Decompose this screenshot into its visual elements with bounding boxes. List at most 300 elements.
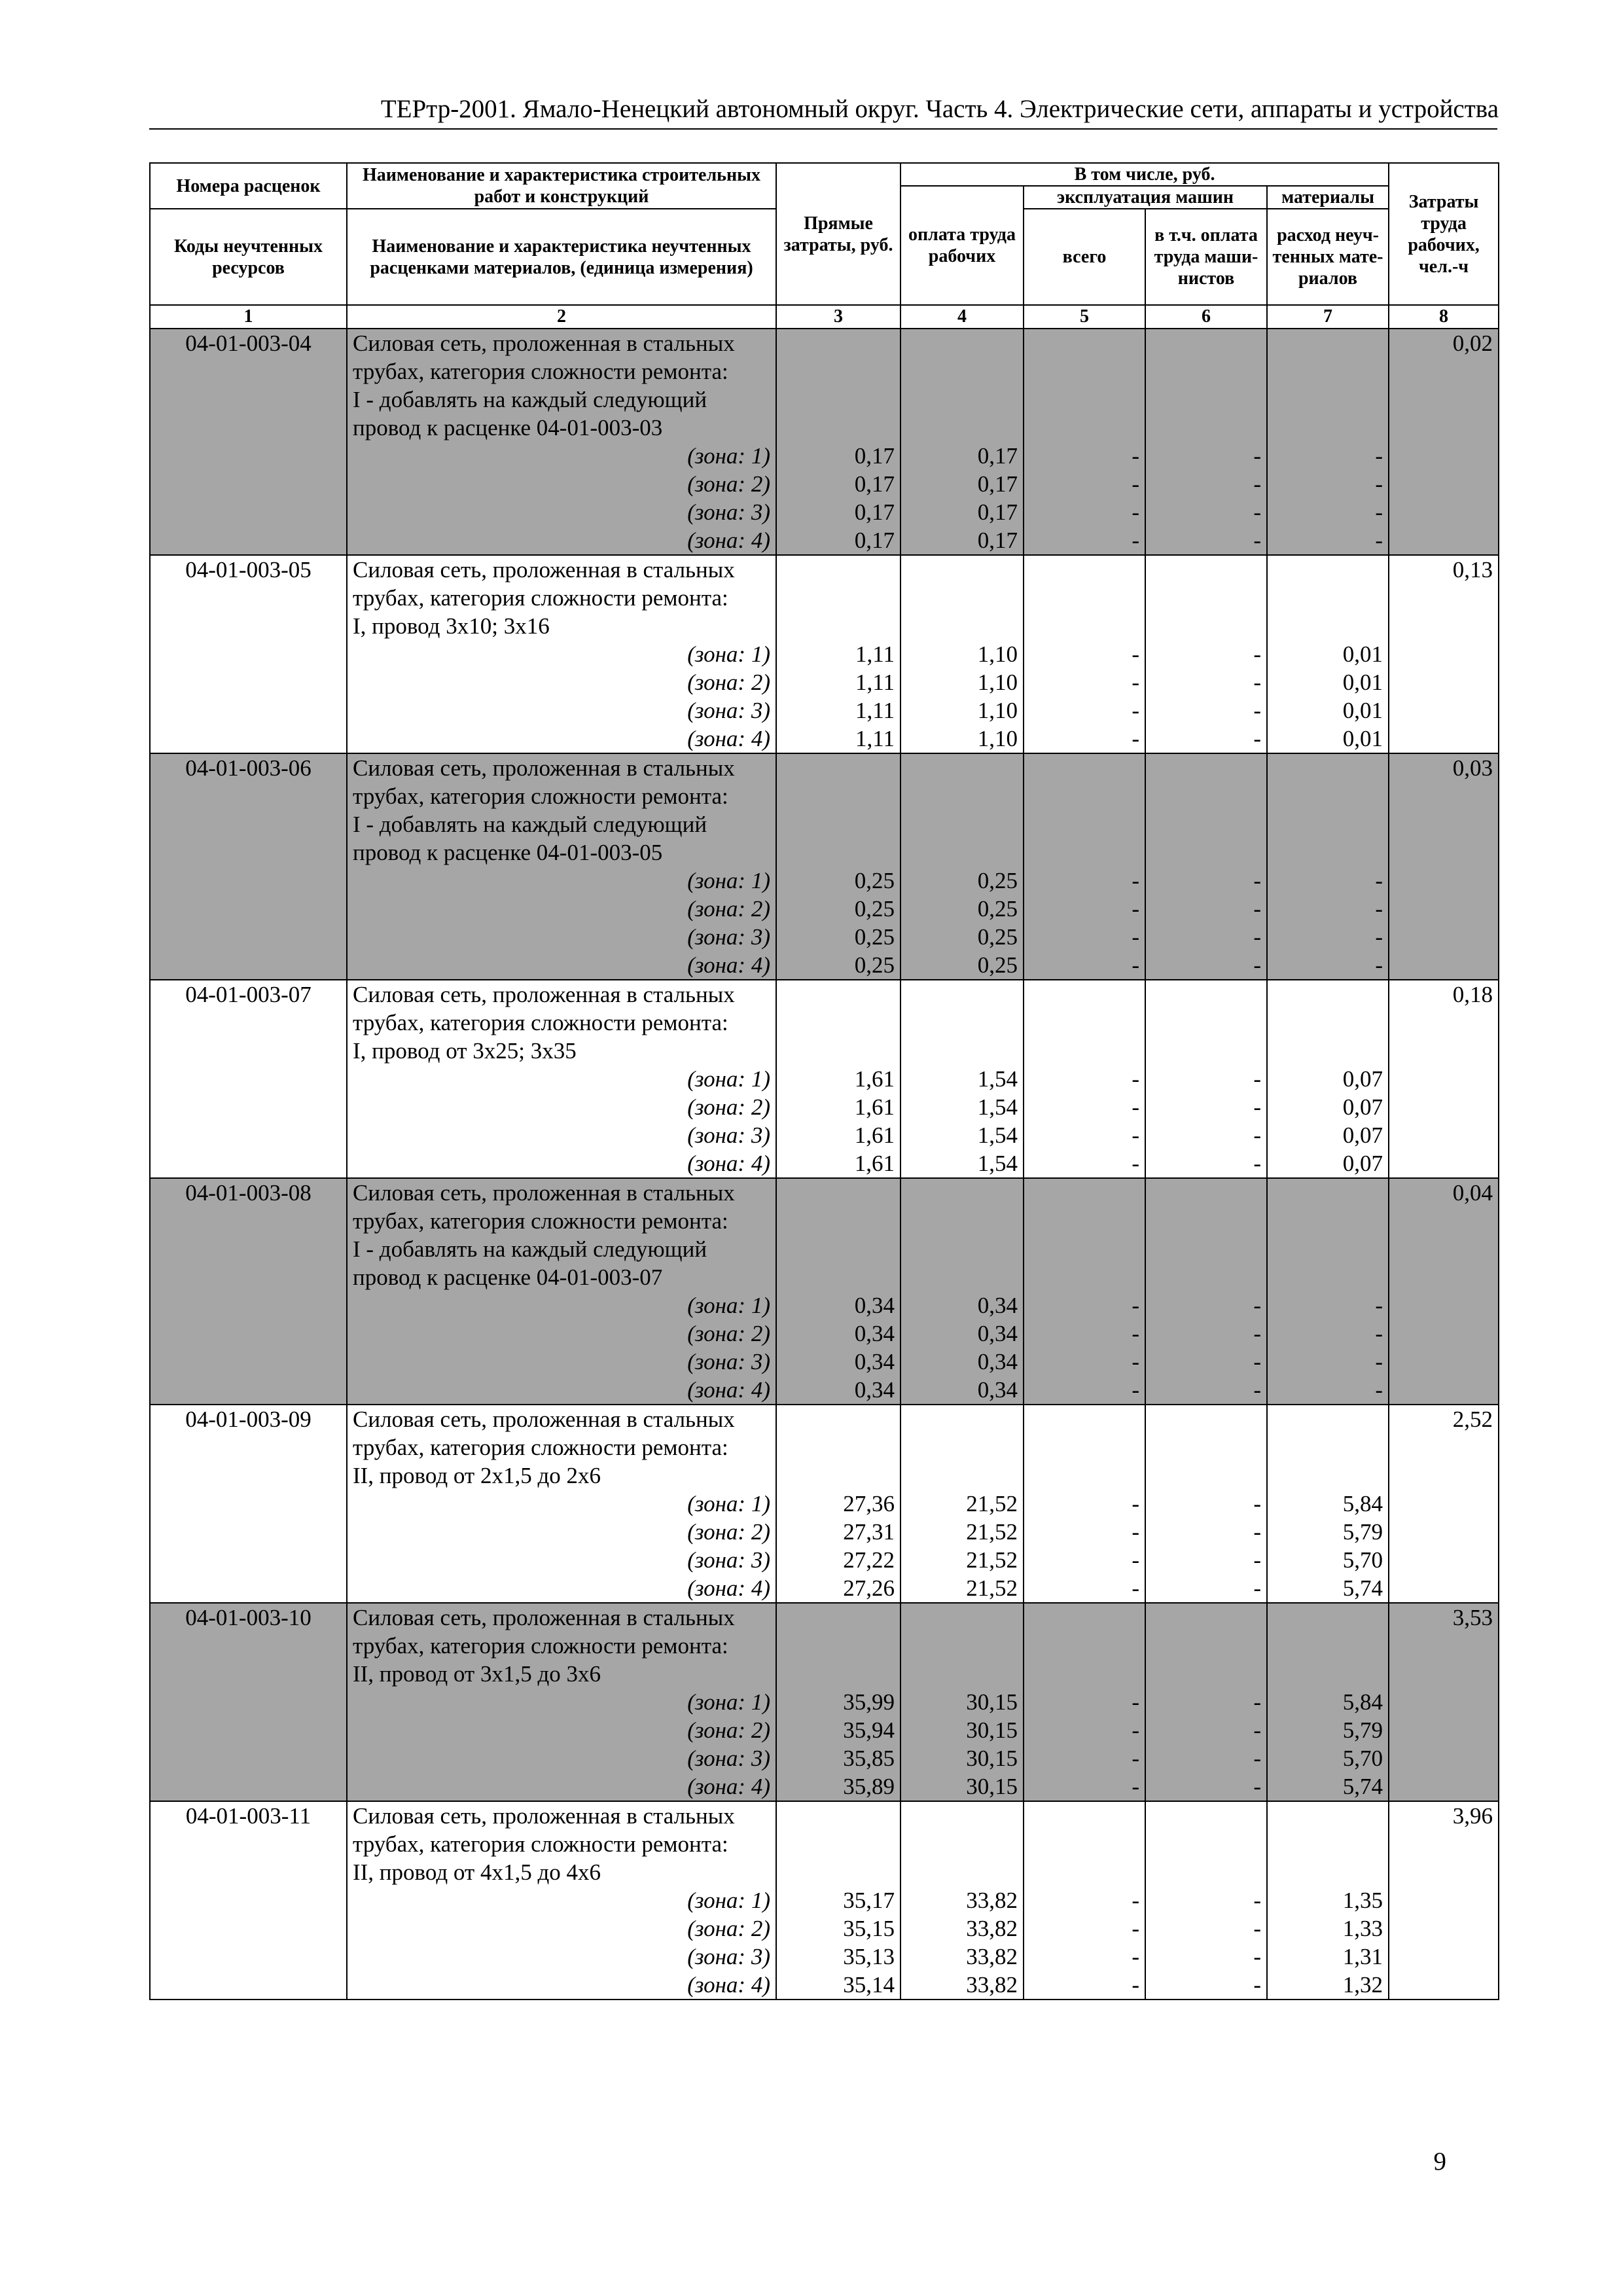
machinist-pay: - <box>1145 696 1267 725</box>
rate-zone-row <box>150 498 1499 526</box>
machinist-pay: - <box>1145 1518 1267 1546</box>
empty-cell <box>776 1405 901 1433</box>
machines-total: - <box>1024 668 1145 696</box>
workers-pay: 33,82 <box>901 1971 1024 2000</box>
zone-label: (зона: 1) <box>347 1065 776 1093</box>
workers-pay: 33,82 <box>901 1914 1024 1943</box>
labor-costs: 2,52 <box>1389 1405 1499 1433</box>
direct-costs: 0,25 <box>776 923 901 951</box>
labor-costs <box>1389 1716 1499 1744</box>
rate-code <box>150 1660 347 1688</box>
zone-label: (зона: 2) <box>347 1319 776 1348</box>
materials-cost: - <box>1267 923 1389 951</box>
rate-zone-row <box>150 1149 1499 1178</box>
rate-description: провод к расценке 04-01-003-03 <box>347 414 776 442</box>
materials-cost: 5,74 <box>1267 1772 1389 1801</box>
workers-pay: 0,34 <box>901 1376 1024 1405</box>
labor-costs <box>1389 668 1499 696</box>
machinist-pay: - <box>1145 895 1267 923</box>
rate-code: 04-01-003-10 <box>150 1603 347 1632</box>
materials-cost: - <box>1267 526 1389 555</box>
labor-costs <box>1389 1971 1499 2000</box>
rate-zone-row <box>150 923 1499 951</box>
rate-description: Силовая сеть, проложенная в стальных <box>347 329 776 357</box>
header-labor-costs: Затраты труда рабочих, чел.-ч <box>1389 163 1499 305</box>
labor-costs <box>1389 1546 1499 1574</box>
workers-pay: 21,52 <box>901 1518 1024 1546</box>
zone-label: (зона: 4) <box>347 1574 776 1603</box>
materials-cost: 0,01 <box>1267 640 1389 668</box>
machines-total: - <box>1024 470 1145 498</box>
materials-cost: 0,07 <box>1267 1093 1389 1121</box>
column-number: 3 <box>776 305 901 329</box>
zone-label: (зона: 1) <box>347 640 776 668</box>
machinist-pay: - <box>1145 725 1267 753</box>
machines-total: - <box>1024 1291 1145 1319</box>
machinist-pay: - <box>1145 1376 1267 1405</box>
empty-cell <box>901 1462 1024 1490</box>
materials-cost: - <box>1267 895 1389 923</box>
empty-cell <box>776 1801 901 1830</box>
rate-zone-row <box>150 1348 1499 1376</box>
rate-zone-row <box>150 1574 1499 1603</box>
labor-costs <box>1389 1291 1499 1319</box>
empty-cell <box>776 980 901 1009</box>
direct-costs: 1,61 <box>776 1093 901 1121</box>
workers-pay: 0,17 <box>901 442 1024 470</box>
rate-description-line <box>150 1603 1499 1632</box>
machinist-pay: - <box>1145 668 1267 696</box>
rate-code <box>150 725 347 753</box>
workers-pay: 1,10 <box>901 725 1024 753</box>
rate-zone-row <box>150 1744 1499 1772</box>
labor-costs <box>1389 867 1499 895</box>
workers-pay: 21,52 <box>901 1546 1024 1574</box>
machinist-pay: - <box>1145 1065 1267 1093</box>
empty-cell <box>1024 1462 1145 1490</box>
materials-cost: - <box>1267 442 1389 470</box>
materials-cost: - <box>1267 867 1389 895</box>
empty-cell <box>776 1263 901 1291</box>
zone-label: (зона: 3) <box>347 1943 776 1971</box>
machines-total: - <box>1024 498 1145 526</box>
rate-description-line <box>150 1660 1499 1688</box>
empty-cell <box>1267 414 1389 442</box>
empty-cell <box>901 1207 1024 1235</box>
rate-description-line <box>150 1830 1499 1858</box>
rate-description-line <box>150 1235 1499 1263</box>
rate-code <box>150 782 347 810</box>
workers-pay: 0,25 <box>901 895 1024 923</box>
materials-cost: 1,31 <box>1267 1943 1389 1971</box>
empty-cell <box>1145 1462 1267 1490</box>
zone-label: (зона: 4) <box>347 1149 776 1178</box>
rate-code: 04-01-003-07 <box>150 980 347 1009</box>
empty-cell <box>901 555 1024 584</box>
workers-pay: 0,17 <box>901 498 1024 526</box>
rate-code <box>150 923 347 951</box>
zone-label: (зона: 2) <box>347 1518 776 1546</box>
labor-costs <box>1389 895 1499 923</box>
rate-zone-row <box>150 1546 1499 1574</box>
empty-cell <box>901 1433 1024 1462</box>
direct-costs: 35,17 <box>776 1886 901 1914</box>
rate-code <box>150 442 347 470</box>
rate-code <box>150 1433 347 1462</box>
rate-code <box>150 1065 347 1093</box>
machines-total: - <box>1024 1065 1145 1093</box>
materials-cost: - <box>1267 951 1389 980</box>
header-materials: материалы <box>1267 186 1389 209</box>
labor-costs <box>1389 1632 1499 1660</box>
empty-cell <box>901 980 1024 1009</box>
empty-cell <box>776 1037 901 1065</box>
empty-cell <box>1145 329 1267 357</box>
zone-label: (зона: 2) <box>347 1093 776 1121</box>
rate-code <box>150 1121 347 1149</box>
empty-cell <box>1024 810 1145 838</box>
materials-cost: 5,79 <box>1267 1716 1389 1744</box>
empty-cell <box>1024 1858 1145 1886</box>
rate-zone-row <box>150 1772 1499 1801</box>
empty-cell <box>901 386 1024 414</box>
labor-costs <box>1389 838 1499 867</box>
labor-costs <box>1389 1263 1499 1291</box>
header-machinist-pay: в т.ч. оплата труда маши- нистов <box>1145 209 1267 305</box>
machinist-pay: - <box>1145 1490 1267 1518</box>
materials-cost: 5,70 <box>1267 1744 1389 1772</box>
rate-description: II, провод от 2х1,5 до 2х6 <box>347 1462 776 1490</box>
empty-cell <box>901 1603 1024 1632</box>
direct-costs: 0,34 <box>776 1348 901 1376</box>
rate-zone-row <box>150 470 1499 498</box>
empty-cell <box>1267 980 1389 1009</box>
machines-total: - <box>1024 923 1145 951</box>
column-number: 8 <box>1389 305 1499 329</box>
workers-pay: 30,15 <box>901 1772 1024 1801</box>
labor-costs <box>1389 1235 1499 1263</box>
rate-description: I - добавлять на каждый следующий <box>347 810 776 838</box>
empty-cell <box>1145 782 1267 810</box>
empty-cell <box>1267 1405 1389 1433</box>
empty-cell <box>1145 1801 1267 1830</box>
rate-description-line <box>150 1858 1499 1886</box>
rate-code <box>150 526 347 555</box>
rate-zone-row <box>150 1518 1499 1546</box>
rate-code <box>150 1943 347 1971</box>
labor-costs <box>1389 1858 1499 1886</box>
labor-costs <box>1389 1490 1499 1518</box>
machines-total: - <box>1024 1688 1145 1716</box>
zone-label: (зона: 1) <box>347 867 776 895</box>
direct-costs: 27,26 <box>776 1574 901 1603</box>
zone-label: (зона: 1) <box>347 1291 776 1319</box>
empty-cell <box>1024 1009 1145 1037</box>
empty-cell <box>776 584 901 612</box>
zone-label: (зона: 3) <box>347 696 776 725</box>
zone-label: (зона: 4) <box>347 725 776 753</box>
labor-costs <box>1389 386 1499 414</box>
empty-cell <box>1267 1462 1389 1490</box>
workers-pay: 0,34 <box>901 1291 1024 1319</box>
machines-total: - <box>1024 1121 1145 1149</box>
column-number: 7 <box>1267 305 1389 329</box>
empty-cell <box>1145 1603 1267 1632</box>
labor-costs <box>1389 526 1499 555</box>
empty-cell <box>1024 555 1145 584</box>
rate-code <box>150 1971 347 2000</box>
empty-cell <box>776 1603 901 1632</box>
empty-cell <box>776 1858 901 1886</box>
empty-cell <box>901 1632 1024 1660</box>
header-including: В том числе, руб. <box>901 163 1389 186</box>
empty-cell <box>1024 329 1145 357</box>
rate-zone-row <box>150 1319 1499 1348</box>
empty-cell <box>1267 584 1389 612</box>
rate-code <box>150 1688 347 1716</box>
rate-description-line <box>150 1263 1499 1291</box>
empty-cell <box>1267 1433 1389 1462</box>
empty-cell <box>776 782 901 810</box>
labor-costs: 0,13 <box>1389 555 1499 584</box>
empty-cell <box>1267 1178 1389 1207</box>
header-direct-costs: Прямые затраты, руб. <box>776 163 901 305</box>
empty-cell <box>901 1263 1024 1291</box>
labor-costs: 0,02 <box>1389 329 1499 357</box>
empty-cell <box>1024 782 1145 810</box>
labor-costs <box>1389 1574 1499 1603</box>
direct-costs: 35,99 <box>776 1688 901 1716</box>
empty-cell <box>901 1009 1024 1037</box>
rate-zone-row <box>150 1376 1499 1405</box>
labor-costs <box>1389 442 1499 470</box>
rate-description-line <box>150 1009 1499 1037</box>
empty-cell <box>901 1660 1024 1688</box>
rate-code <box>150 895 347 923</box>
empty-cell <box>1267 1632 1389 1660</box>
empty-cell <box>901 414 1024 442</box>
empty-cell <box>776 1433 901 1462</box>
rate-code <box>150 1462 347 1490</box>
machines-total: - <box>1024 442 1145 470</box>
empty-cell <box>1267 1263 1389 1291</box>
materials-cost: 0,07 <box>1267 1149 1389 1178</box>
empty-cell <box>1145 357 1267 386</box>
empty-cell <box>1024 584 1145 612</box>
empty-cell <box>901 838 1024 867</box>
rate-zone-row <box>150 867 1499 895</box>
rate-zone-row <box>150 1943 1499 1971</box>
empty-cell <box>776 753 901 782</box>
rate-code <box>150 1744 347 1772</box>
machinist-pay: - <box>1145 1574 1267 1603</box>
rate-code <box>150 584 347 612</box>
empty-cell <box>1267 1235 1389 1263</box>
empty-cell <box>1267 782 1389 810</box>
rate-zone-row <box>150 1291 1499 1319</box>
empty-cell <box>1024 1433 1145 1462</box>
zone-label: (зона: 4) <box>347 951 776 980</box>
direct-costs: 0,34 <box>776 1291 901 1319</box>
empty-cell <box>1024 1235 1145 1263</box>
empty-cell <box>901 357 1024 386</box>
rate-description: Силовая сеть, проложенная в стальных <box>347 1405 776 1433</box>
labor-costs <box>1389 357 1499 386</box>
workers-pay: 1,10 <box>901 668 1024 696</box>
zone-label: (зона: 1) <box>347 1886 776 1914</box>
rate-zone-row <box>150 895 1499 923</box>
zone-label: (зона: 2) <box>347 470 776 498</box>
empty-cell <box>901 612 1024 640</box>
empty-cell <box>1024 753 1145 782</box>
rate-description-line <box>150 555 1499 584</box>
direct-costs: 1,11 <box>776 668 901 696</box>
zone-label: (зона: 3) <box>347 1744 776 1772</box>
empty-cell <box>1267 612 1389 640</box>
materials-cost: - <box>1267 1291 1389 1319</box>
rate-description: трубах, категория сложности ремонта: <box>347 1207 776 1235</box>
rate-code <box>150 1348 347 1376</box>
rate-code <box>150 357 347 386</box>
empty-cell <box>1145 810 1267 838</box>
machinist-pay: - <box>1145 867 1267 895</box>
empty-cell <box>1145 1632 1267 1660</box>
machinist-pay: - <box>1145 1149 1267 1178</box>
empty-cell <box>1024 1830 1145 1858</box>
labor-costs <box>1389 1009 1499 1037</box>
labor-costs <box>1389 1065 1499 1093</box>
rate-description-line <box>150 753 1499 782</box>
labor-costs <box>1389 1348 1499 1376</box>
direct-costs: 0,17 <box>776 470 901 498</box>
rate-code: 04-01-003-11 <box>150 1801 347 1830</box>
rate-description: трубах, категория сложности ремонта: <box>347 1830 776 1858</box>
rate-description: I, провод 3х10; 3х16 <box>347 612 776 640</box>
labor-costs <box>1389 1093 1499 1121</box>
empty-cell <box>776 555 901 584</box>
direct-costs: 1,11 <box>776 696 901 725</box>
labor-costs <box>1389 1744 1499 1772</box>
machinist-pay: - <box>1145 1886 1267 1914</box>
rate-description: трубах, категория сложности ремонта: <box>347 357 776 386</box>
empty-cell <box>1267 1207 1389 1235</box>
empty-cell <box>776 357 901 386</box>
rate-description: Силовая сеть, проложенная в стальных <box>347 1603 776 1632</box>
zone-label: (зона: 2) <box>347 1914 776 1943</box>
machinist-pay: - <box>1145 1319 1267 1348</box>
empty-cell <box>1145 1830 1267 1858</box>
zone-label: (зона: 3) <box>347 1546 776 1574</box>
materials-cost: - <box>1267 1319 1389 1348</box>
workers-pay: 0,25 <box>901 867 1024 895</box>
column-number: 2 <box>347 305 776 329</box>
zone-label: (зона: 1) <box>347 1688 776 1716</box>
table-body <box>150 163 1499 2000</box>
labor-costs <box>1389 1772 1499 1801</box>
empty-cell <box>1024 386 1145 414</box>
rate-code <box>150 1546 347 1574</box>
rate-code: 04-01-003-06 <box>150 753 347 782</box>
machines-total: - <box>1024 1518 1145 1546</box>
rate-zone-row <box>150 1490 1499 1518</box>
rate-code <box>150 1291 347 1319</box>
zone-label: (зона: 4) <box>347 1971 776 2000</box>
empty-cell <box>901 753 1024 782</box>
rate-description-line <box>150 782 1499 810</box>
rate-code: 04-01-003-09 <box>150 1405 347 1433</box>
materials-cost: - <box>1267 1348 1389 1376</box>
rate-zone-row <box>150 1716 1499 1744</box>
direct-costs: 35,15 <box>776 1914 901 1943</box>
machines-total: - <box>1024 1376 1145 1405</box>
rate-description: Силовая сеть, проложенная в стальных <box>347 1801 776 1830</box>
header-rate-numbers: Номера расценок <box>150 163 347 209</box>
empty-cell <box>901 1858 1024 1886</box>
labor-costs <box>1389 1943 1499 1971</box>
rate-description: I, провод от 3х25; 3х35 <box>347 1037 776 1065</box>
rate-description-line <box>150 414 1499 442</box>
labor-costs <box>1389 696 1499 725</box>
direct-costs: 35,85 <box>776 1744 901 1772</box>
rate-code <box>150 1207 347 1235</box>
empty-cell <box>901 1830 1024 1858</box>
empty-cell <box>776 414 901 442</box>
empty-cell <box>1024 1178 1145 1207</box>
machinist-pay: - <box>1145 526 1267 555</box>
workers-pay: 1,10 <box>901 696 1024 725</box>
labor-costs: 0,18 <box>1389 980 1499 1009</box>
labor-costs <box>1389 951 1499 980</box>
labor-costs: 3,96 <box>1389 1801 1499 1830</box>
machinist-pay: - <box>1145 951 1267 980</box>
labor-costs <box>1389 810 1499 838</box>
materials-cost: 5,84 <box>1267 1688 1389 1716</box>
labor-costs <box>1389 725 1499 753</box>
empty-cell <box>1267 1858 1389 1886</box>
materials-cost: 1,33 <box>1267 1914 1389 1943</box>
direct-costs: 0,34 <box>776 1319 901 1348</box>
materials-cost: 0,07 <box>1267 1121 1389 1149</box>
empty-cell <box>776 810 901 838</box>
rate-description-line <box>150 1207 1499 1235</box>
direct-costs: 27,36 <box>776 1490 901 1518</box>
rate-code <box>150 470 347 498</box>
empty-cell <box>1267 1037 1389 1065</box>
materials-cost: - <box>1267 1376 1389 1405</box>
empty-cell <box>1024 612 1145 640</box>
rate-description: трубах, категория сложности ремонта: <box>347 1433 776 1462</box>
zone-label: (зона: 3) <box>347 1348 776 1376</box>
empty-cell <box>1267 386 1389 414</box>
rate-code <box>150 1886 347 1914</box>
empty-cell <box>1024 1603 1145 1632</box>
rate-description-line <box>150 980 1499 1009</box>
machinist-pay: - <box>1145 1772 1267 1801</box>
empty-cell <box>1024 1263 1145 1291</box>
rate-code <box>150 951 347 980</box>
empty-cell <box>1024 414 1145 442</box>
rates-table <box>149 162 1499 2000</box>
machinist-pay: - <box>1145 470 1267 498</box>
empty-cell <box>776 1009 901 1037</box>
empty-cell <box>1267 1660 1389 1688</box>
workers-pay: 1,54 <box>901 1065 1024 1093</box>
rate-code <box>150 612 347 640</box>
empty-cell <box>1024 1660 1145 1688</box>
machinist-pay: - <box>1145 1688 1267 1716</box>
materials-cost: 5,70 <box>1267 1546 1389 1574</box>
labor-costs <box>1389 498 1499 526</box>
